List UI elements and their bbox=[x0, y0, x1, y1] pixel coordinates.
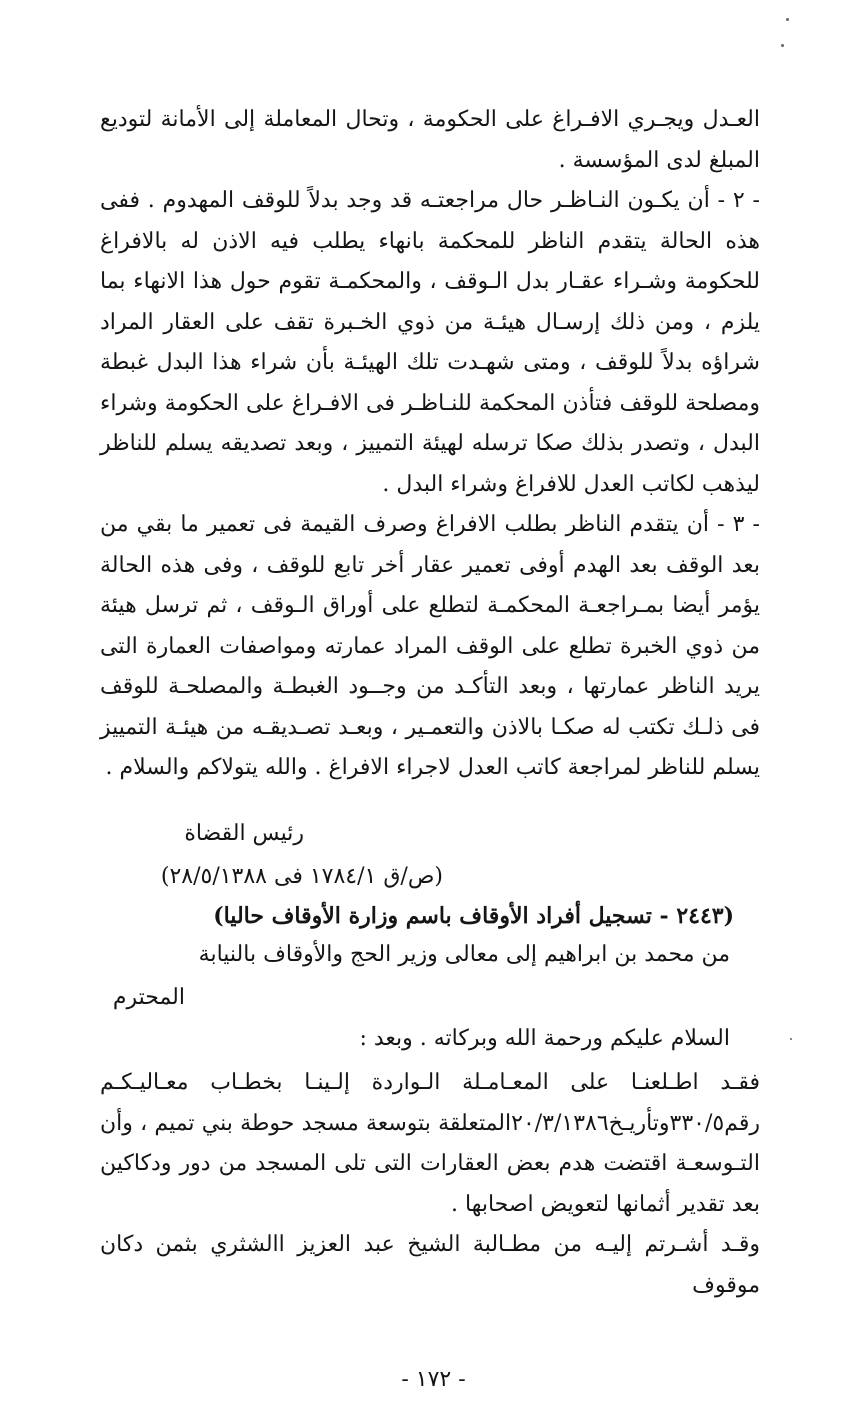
honorific: المحترم bbox=[112, 985, 185, 1010]
body-text bbox=[100, 100, 760, 789]
scan-speck bbox=[781, 44, 784, 47]
section-heading: (٢٤٤٣ - تسجيل أفراد الأوقاف باسم وزارة الأوقاف حاليا) bbox=[213, 903, 734, 929]
scan-speck bbox=[786, 18, 789, 21]
letter-paragraph-1: فقـد اطـلعنـا على المعـامـلة الـواردة إلـينـا بخطـاب معـاليـكـم رقم٣٣٠/٥وتأريـخ٢٠/٣/١٣٨٦المتعلقة بتوسعة مسجد حوطة بني تميم ، وأن التـوسعـة اقتضت هدم بعض العقارات التى تلى المسجد من دور ودكاكين بعد تقدير أثمانها لتعويض اصحابها . bbox=[100, 1070, 760, 1217]
letter-text bbox=[100, 1063, 760, 1306]
paragraph-2: - ٢ - أن يكـون النـاظـر حال مراجعتـه قد وجد بدلاً للوقف المهدوم . ففى هذه الحالة يتقدم الناظر للمحكمة بانهاء يطلب فيه الاذن له بالافراغ للحكومة وشـراء عقـار بدل الـوقف ، والمحكمـة تقوم حول هذا الانهاء بما يلزم ، ومن ذلك إرسـال هيئـة من ذوي الخـبرة تقف على العقار المراد شراؤه بدلاً للوقف ، ومتى شهـدت تلك الهيئـة بأن شراء هذا البدل غبطة ومصلحة للوقف فتأذن المحكمة للنـاظـر فى الافـراغ على الحكومة وشراء البدل ، وتصدر بذلك صكا ترسله لهيئة التمييز ، وبعد تصديقه يسلم للناظر ليذهب لكاتب العدل للافراغ وشراء البدل . bbox=[100, 188, 760, 497]
paragraph-1: العـدل ويجـري الافـراغ على الحكومة ، وتحال المعاملة إلى الأمانة لتوديع المبلغ لدى المؤسسة . bbox=[100, 107, 760, 173]
greeting: السلام عليكم ورحمة الله وبركاته . وبعد : bbox=[359, 1026, 730, 1051]
scan-speck bbox=[790, 1038, 792, 1040]
reference-number: (ص/ق ١٧٨٤/١ فى ٢٨/٥/١٣٨٨) bbox=[160, 864, 443, 889]
letter-paragraph-2: وقـد أشـرتم إليـه من مطـالبة الشيخ عبد العزيز االشثري بثمن دكان موقوف bbox=[100, 1232, 760, 1298]
paragraph-3: - ٣ - أن يتقدم الناظر بطلب الافراغ وصرف القيمة فى تعمير ما بقي من بعد الوقف بعد الهدم أوفى تعمير عقار أخر تابع للوقف ، وفى هذه الحالة يؤمر أيضا بمـراجعـة المحكمـة لتطلع على أوراق الـوقف ، ثم ترسل هيئة من ذوي الخبرة تطلع على الوقف المراد عمارته ومواصفات العمارة التى يريد الناظر عمارتها ، وبعد التأكـد من وجــود الغبطـة والمصلحـة للوقف فى ذلـك تكتب له صكـا بالاذن والتعمـير ، وبعـد تصـديقـه من هيئـة التمييز يسلم للناظر لمراجعة كاتب العدل لاجراء الافراغ . والله يتولاكم والسلام . bbox=[100, 512, 760, 780]
signature: رئيس القضاة bbox=[184, 821, 304, 846]
addressee: من محمد بن ابراهيم إلى معالى وزير الحج والأوقاف بالنيابة bbox=[198, 942, 730, 967]
page-number: - ١٧٢ - bbox=[401, 1367, 466, 1392]
